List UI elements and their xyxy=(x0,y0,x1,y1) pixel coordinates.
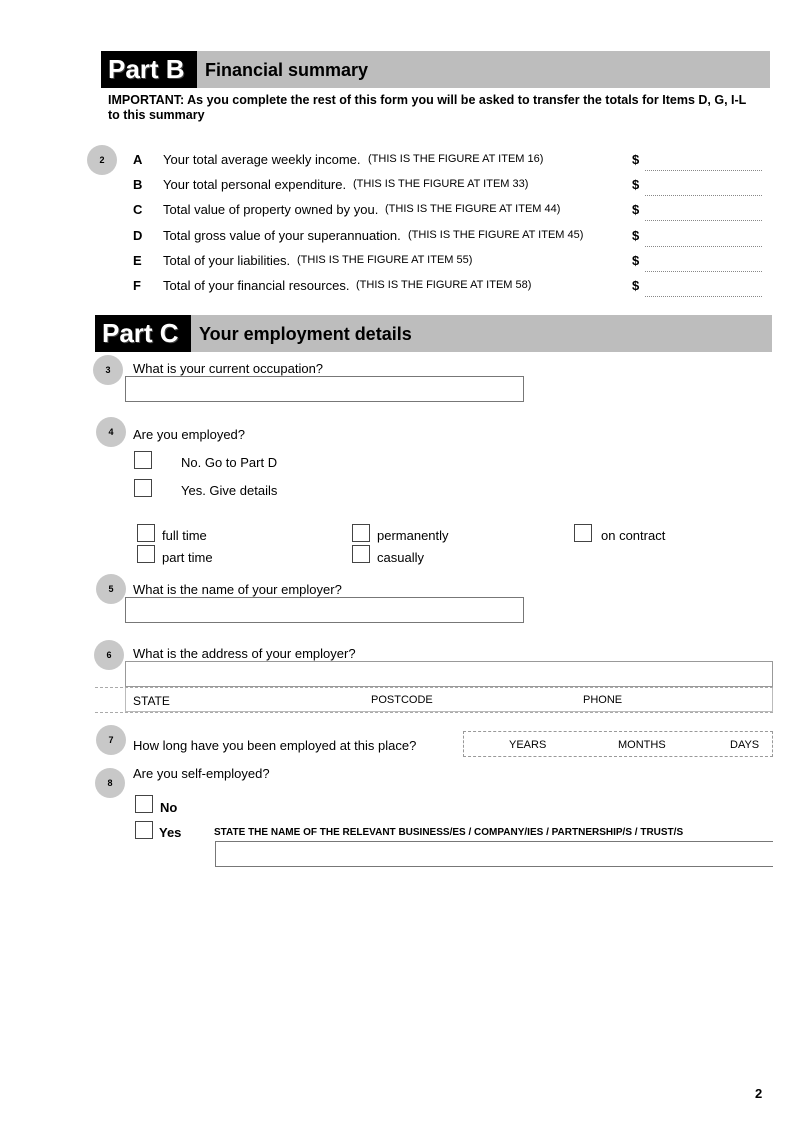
occupation-question: What is your current occupation? xyxy=(133,361,324,376)
state-label: STATE xyxy=(133,694,170,708)
state-postcode-phone-row[interactable] xyxy=(125,688,773,712)
self-employed-yes-label: Yes xyxy=(159,825,182,840)
currency-symbol: $ xyxy=(632,177,640,192)
summary-row-letter: C xyxy=(133,202,143,217)
employed-no-checkbox[interactable] xyxy=(134,451,152,469)
employer-address-question: What is the address of your employer? xyxy=(133,646,356,661)
employed-yes-label: Yes. Give details xyxy=(181,483,278,498)
self-employed-yes-checkbox[interactable] xyxy=(135,821,153,839)
business-name-input[interactable] xyxy=(215,841,773,867)
employer-name-question: What is the name of your employer? xyxy=(133,582,342,597)
employment-duration-question: How long have you been employed at this place? xyxy=(133,738,417,753)
summary-amount-input[interactable] xyxy=(645,195,762,196)
part-time-checkbox[interactable] xyxy=(137,545,155,563)
months-label: MONTHS xyxy=(618,739,666,751)
summary-row-label: Total of your financial resources. xyxy=(163,278,350,293)
summary-amount-input[interactable] xyxy=(645,170,762,171)
summary-amount-input[interactable] xyxy=(645,220,762,221)
part-b-tag: Part B xyxy=(101,51,197,88)
employer-name-input[interactable] xyxy=(125,597,524,623)
summary-row-letter: F xyxy=(133,278,141,293)
currency-symbol: $ xyxy=(632,228,640,243)
summary-amount-input[interactable] xyxy=(645,296,762,297)
question-number-4: 4 xyxy=(96,417,126,447)
summary-row-letter: A xyxy=(133,152,143,167)
question-number-8: 8 xyxy=(95,768,125,798)
years-label: YEARS xyxy=(509,739,547,751)
important-notice: IMPORTANT: As you complete the rest of this form you will be asked to transfer the totals for Items D, G, I-L to this summary xyxy=(108,93,747,122)
summary-row-label: Your total average weekly income. xyxy=(163,152,361,167)
full-time-checkbox[interactable] xyxy=(137,524,155,542)
currency-symbol: $ xyxy=(632,253,640,268)
summary-row-note: (THIS IS THE FIGURE AT ITEM 58) xyxy=(356,279,532,291)
summary-row-letter: B xyxy=(133,177,143,192)
question-number-3: 3 xyxy=(93,355,123,385)
part-c-header xyxy=(95,315,772,352)
summary-amount-input[interactable] xyxy=(645,271,762,272)
summary-row-label: Total value of property owned by you. xyxy=(163,202,379,217)
part-c-tag: Part C xyxy=(95,315,191,352)
self-employed-question: Are you self-employed? xyxy=(133,766,270,781)
phone-label: PHONE xyxy=(583,694,623,706)
employer-address-input[interactable] xyxy=(125,661,773,687)
question-number-5: 5 xyxy=(96,574,126,604)
currency-symbol: $ xyxy=(632,202,640,217)
self-employed-no-checkbox[interactable] xyxy=(135,795,153,813)
employed-yes-checkbox[interactable] xyxy=(134,479,152,497)
employed-no-label: No. Go to Part D xyxy=(181,455,278,470)
on-contract-label: on contract xyxy=(601,528,666,543)
employed-question: Are you employed? xyxy=(133,427,246,442)
currency-symbol: $ xyxy=(632,152,640,167)
address-bottom-line xyxy=(95,712,773,713)
postcode-label: POSTCODE xyxy=(371,694,433,706)
full-time-label: full time xyxy=(162,528,207,543)
business-name-label: STATE THE NAME OF THE RELEVANT BUSINESS/ES / COMPANY/IES / PARTNERSHIP/S / TRUST/S xyxy=(214,827,684,838)
summary-row-letter: E xyxy=(133,253,142,268)
days-label: DAYS xyxy=(730,739,760,751)
part-b-title: Financial summary xyxy=(205,60,369,80)
part-c-title: Your employment details xyxy=(199,324,412,344)
summary-row-note: (THIS IS THE FIGURE AT ITEM 44) xyxy=(385,203,561,215)
on-contract-checkbox[interactable] xyxy=(574,524,592,542)
summary-row-note: (THIS IS THE FIGURE AT ITEM 55) xyxy=(297,254,473,266)
permanently-checkbox[interactable] xyxy=(352,524,370,542)
summary-row-note: (THIS IS THE FIGURE AT ITEM 33) xyxy=(353,178,529,190)
summary-amount-input[interactable] xyxy=(645,246,762,247)
summary-row-label: Total of your liabilities. xyxy=(163,253,291,268)
question-number-7: 7 xyxy=(96,725,126,755)
part-b-header xyxy=(101,51,770,88)
casually-label: casually xyxy=(377,550,424,565)
page-number: 2 xyxy=(755,1086,763,1101)
summary-row-letter: D xyxy=(133,228,143,243)
self-employed-no-label: No xyxy=(160,800,178,815)
question-number-6: 6 xyxy=(94,640,124,670)
summary-row-note: (THIS IS THE FIGURE AT ITEM 16) xyxy=(368,153,544,165)
summary-row-label: Your total personal expenditure. xyxy=(163,177,347,192)
part-time-label: part time xyxy=(162,550,213,565)
permanently-label: permanently xyxy=(377,528,449,543)
currency-symbol: $ xyxy=(632,278,640,293)
summary-row-label: Total gross value of your superannuation. xyxy=(163,228,401,243)
occupation-input[interactable] xyxy=(125,376,524,402)
summary-row-note: (THIS IS THE FIGURE AT ITEM 45) xyxy=(408,229,584,241)
question-number-2: 2 xyxy=(87,145,117,175)
casually-checkbox[interactable] xyxy=(352,545,370,563)
